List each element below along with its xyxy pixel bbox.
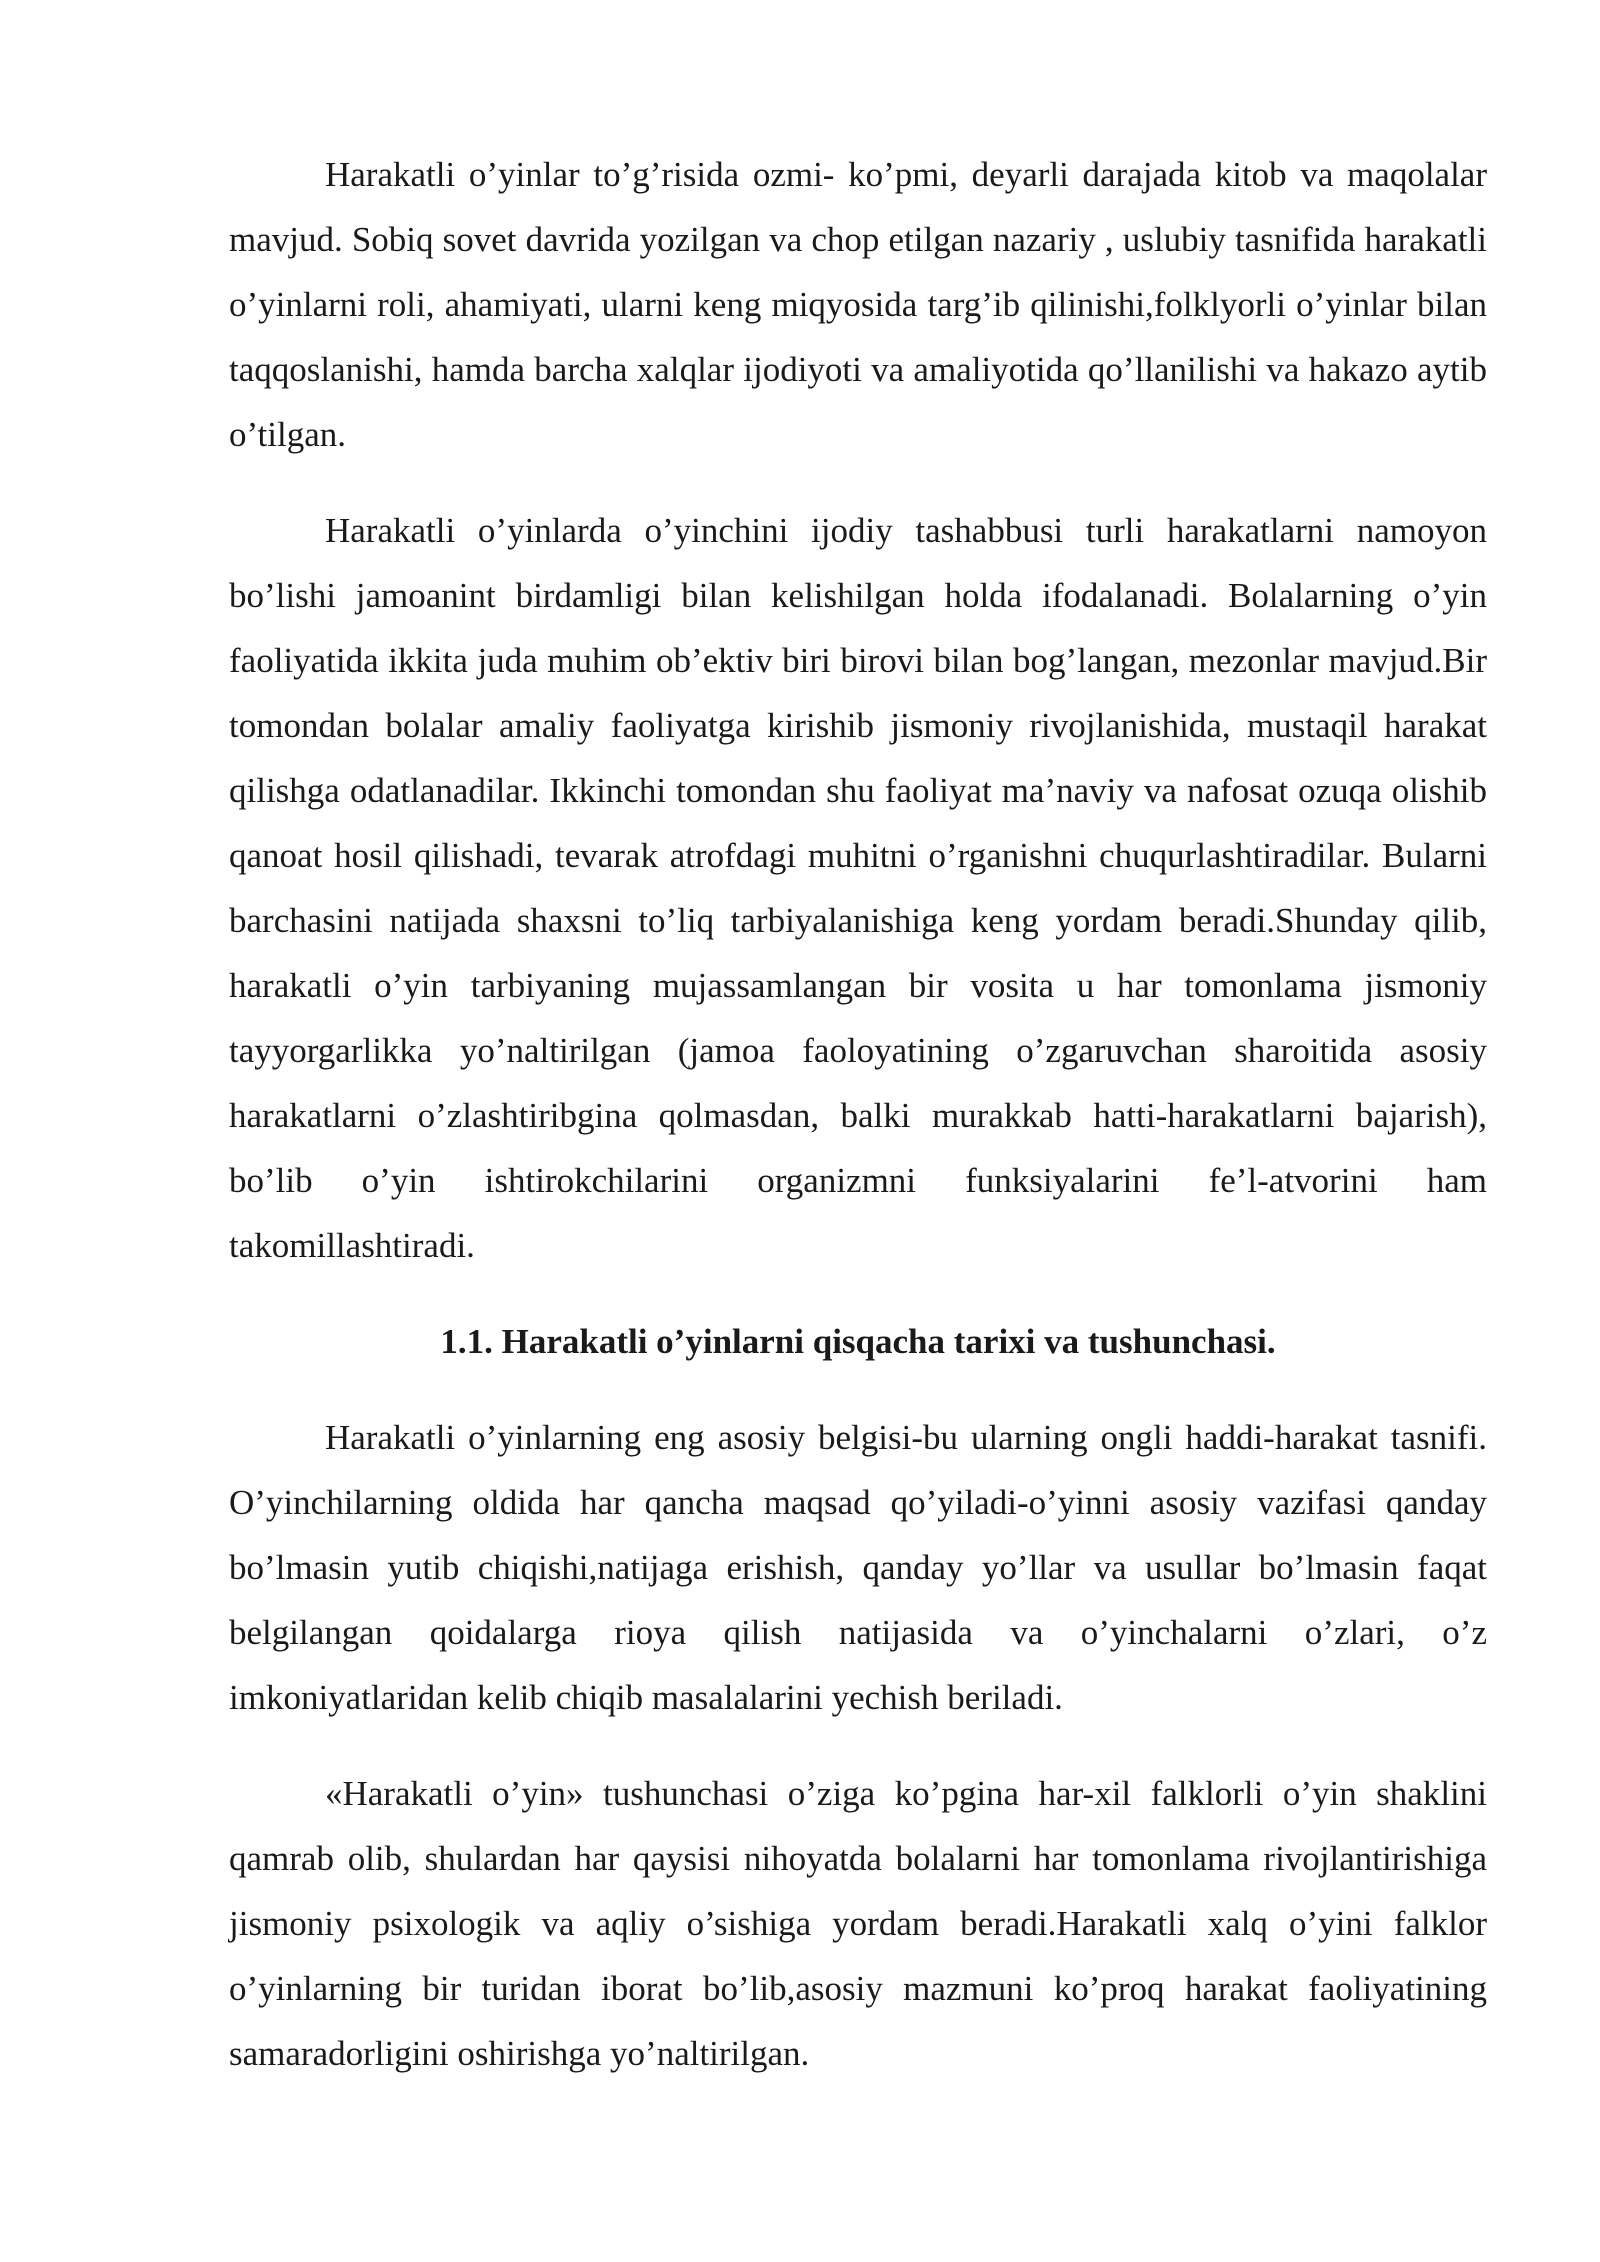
paragraph-main-feature: Harakatli o’yinlarning eng asosiy belgisi-bu ularning ongli haddi-harakat tasnifi. O’yinchilarning oldida har qancha maqsad qo’yiladi-o’yinni asosiy vazifasi qanday bo’lmasin yutib chiqishi,natijaga erishish, qanday yo’llar va usullar bo’lmasin faqat belgilangan qoidalarga rioya qilish natijasida va o’yinchalarni o’zlari, o’z imkoniyatlaridan kelib chiqib masalalarini yechish beriladi. xyxy=(229,1418,1487,1717)
paragraph-intro: Harakatli o’yinlar to’g’risida ozmi- ko’pmi, deyarli darajada kitob va maqolalar mavjud. Sobiq sovet davrida yozilgan va chop etilgan nazariy , uslubiy tasnifida harakatli o’yinlarni roli, ahamiyati, ularni keng miqyosida targ’ib qilinishi,folklyorli o’yinlar bilan taqqoslanishi, hamda barcha xalqlar ijodiyoti va amaliyotida qo’llanilishi va hakazo aytib o’tilgan. xyxy=(229,155,1487,454)
paragraph-creative-initiative: Harakatli o’yinlarda o’yinchini ijodiy tashabbusi turli harakatlarni namoyon bo’lishi jamoanint birdamligi bilan kelishilgan holda ifodalanadi. Bolalarning o’yin faoliyatida ikkita juda muhim ob’ektiv biri birovi bilan bog’langan, mezonlar mavjud.Bir tomondan bolalar amaliy faoliyatga kirishib jismoniy rivojlanishida, mustaqil harakat qilishga odatlanadilar. Ikkinchi tomondan shu faoliyat ma’naviy va nafosat ozuqa olishib qanoat hosil qilishadi, tevarak atrofdagi muhitni o’rganishni chuqurlashtiradilar. Bularni barchasini natijada shaxsni to’liq tarbiyalanishiga keng yordam beradi.Shunday qilib, harakatli o’yin tarbiyaning mujassamlangan bir vosita u har tomonlama jismoniy tayyorgarlikka yo’naltirilgan (jamoa faoloyatining o’zgaruvchan sharoitida asosiy harakatlarni o’zlashtiribgina qolmasdan, balki murakkab hatti-harakatlarni bajarish), bo’lib o’yin ishtirokchilarini organizmni funksiyalarini fe’l-atvorini ham takomillashtiradi. xyxy=(229,511,1487,1265)
document-page xyxy=(229,142,1487,2117)
section-heading: 1.1. Harakatli o’yinlarni qisqacha tarixi va tushunchasi. xyxy=(440,1322,1276,1361)
paragraph-concept: «Harakatli o’yin» tushunchasi o’ziga ko’pgina har-xil falklorli o’yin shaklini qamrab olib, shulardan har qaysisi nihoyatda bolalarni har tomonlama rivojlantirishiga jismoniy psixologik va aqliy o’sishiga yordam beradi.Harakatli xalq o’yini falklor o’yinlarning bir turidan iborat bo’lib,asosiy mazmuni ko’proq harakat faoliyatining samaradorligini oshirishga yo’naltirilgan. xyxy=(229,1774,1487,2073)
